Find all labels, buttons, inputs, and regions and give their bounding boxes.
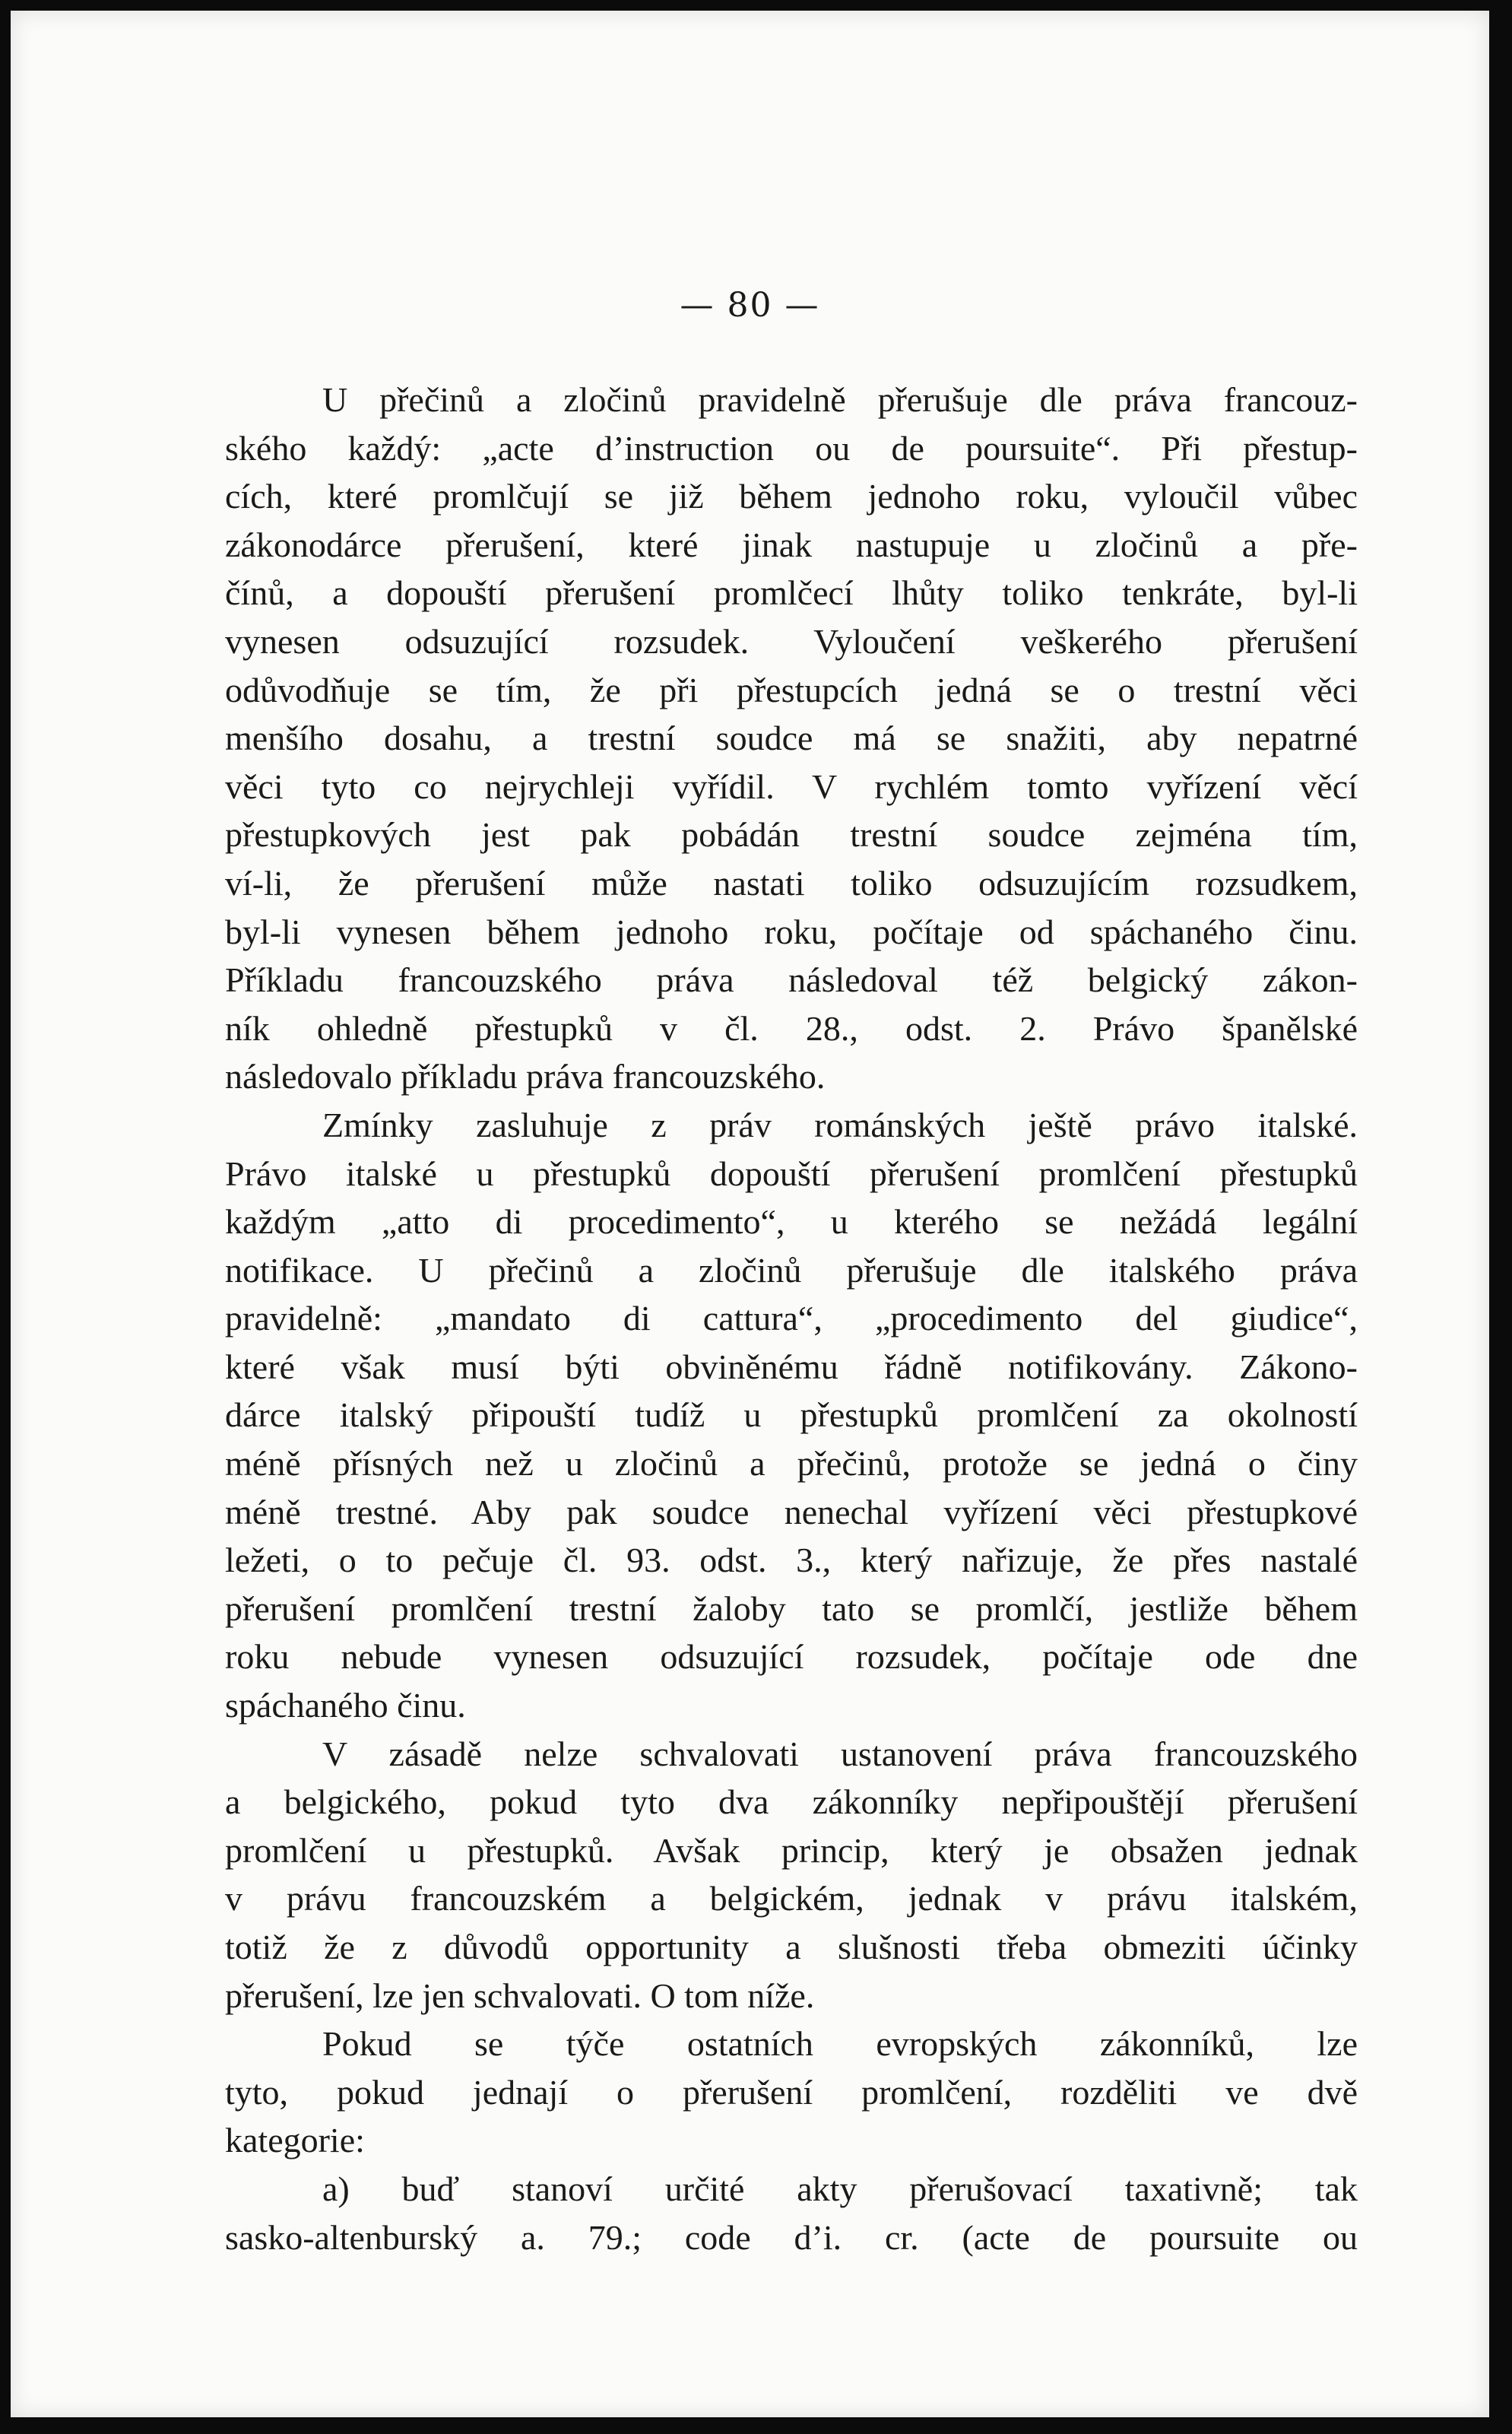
text-line: a belgického, pokud tyto dva zákonníky nepřipouštějí přerušení: [225, 1782, 1358, 1822]
text-line: sasko-altenburský a. 79.; code d’i. cr. (acte de poursuite ou: [225, 2217, 1358, 2257]
text-line: Příkladu francouzského práva následoval též belgický zákon-: [225, 960, 1358, 1000]
text-line: odůvodňuje se tím, že při přestupcích jedná se o trestní věci: [225, 670, 1358, 709]
text-line: cích, které promlčují se již během jednoho roku, vyloučil vůbec: [225, 477, 1358, 516]
text-line: každým „atto di procedimento“, u kterého se nežádá legální: [225, 1202, 1358, 1242]
text-line: a) buď stanoví určité akty přerušovací taxativně; tak: [322, 2169, 1358, 2208]
text-line: Pokud se týče ostatních evropských zákonníků, lze: [322, 2024, 1358, 2064]
text-line: ležeti, o to pečuje čl. 93. odst. 3., který nařizuje, že přes nastalé: [225, 1541, 1358, 1580]
text-line: promlčení u přestupků. Avšak princip, který je obsažen jednak: [225, 1830, 1358, 1870]
text-line: tyto, pokud jednají o přerušení promlčení, rozděliti ve dvě: [225, 2072, 1358, 2112]
text-line: v právu francouzském a belgickém, jednak v právu italském,: [225, 1879, 1358, 1918]
text-line: méně trestné. Aby pak soudce nenechal vyřízení věci přestupkové: [225, 1492, 1358, 1531]
text-line: pravidelně: „mandato di cattura“, „procedimento del giudice“,: [225, 1299, 1358, 1338]
text-line: přestupkových jest pak pobádán trestní soudce zejména tím,: [225, 815, 1358, 855]
text-line: přerušení promlčení trestní žaloby tato se promlčí, jestliže během: [225, 1588, 1358, 1628]
text-line: ví-li, že přerušení může nastati toliko odsuzujícím rozsudkem,: [225, 863, 1358, 903]
text-line: kategorie:: [225, 2121, 365, 2160]
text-line: ník ohledně přestupků v čl. 28., odst. 2. Právo španělské: [225, 1008, 1358, 1048]
text-line: které však musí býti obviněnému řádně notifikovány. Zákono-: [225, 1347, 1358, 1386]
text-line: zákonodárce přerušení, které jinak nastupuje u zločinů a pře-: [225, 525, 1358, 564]
page-number: — 80 —: [680, 286, 820, 325]
document-page: [11, 11, 1489, 2417]
text-line: méně přísných než u zločinů a přečinů, protože se jedná o činy: [225, 1444, 1358, 1484]
text-line: čínů, a dopouští přerušení promlčecí lhůty toliko tenkráte, byl-li: [225, 573, 1358, 613]
body-text: [225, 376, 1358, 2261]
text-line: V zásadě nelze schvalovati ustanovení práva francouzského: [322, 1734, 1358, 1773]
text-line: menšího dosahu, a trestní soudce má se snažiti, aby nepatrné: [225, 719, 1358, 758]
text-line: dárce italský připouští tudíž u přestupků promlčení za okolností: [225, 1395, 1358, 1435]
text-line: Právo italské u přestupků dopouští přerušení promlčení přestupků: [225, 1154, 1358, 1193]
text-line: následovalo příkladu práva francouzského.: [225, 1057, 826, 1096]
text-line: Zmínky zasluhuje z práv románských ještě právo italské.: [322, 1105, 1358, 1144]
text-line: roku nebude vynesen odsuzující rozsudek, počítaje ode dne: [225, 1637, 1358, 1677]
text-line: totiž že z důvodů opportunity a slušnosti třeba obmeziti účinky: [225, 1928, 1358, 1966]
text-line: vynesen odsuzující rozsudek. Vyloučení veškerého přerušení: [225, 621, 1358, 661]
text-line: spáchaného činu.: [225, 1686, 466, 1725]
text-line: ského každý: „acte d’instruction ou de poursuite“. Při přestup-: [225, 428, 1358, 468]
text-line: přerušení, lze jen schvalovati. O tom níže.: [225, 1975, 815, 2015]
text-line: U přečinů a zločinů pravidelně přerušuje dle práva francouz-: [322, 380, 1358, 419]
text-line: věci tyto co nejrychleji vyřídil. V rychlém tomto vyřízení věcí: [225, 766, 1358, 806]
text-line: byl-li vynesen během jednoho roku, počítaje od spáchaného činu.: [225, 912, 1358, 951]
text-line: notifikace. U přečinů a zločinů přerušuje dle italského práva: [225, 1250, 1358, 1290]
